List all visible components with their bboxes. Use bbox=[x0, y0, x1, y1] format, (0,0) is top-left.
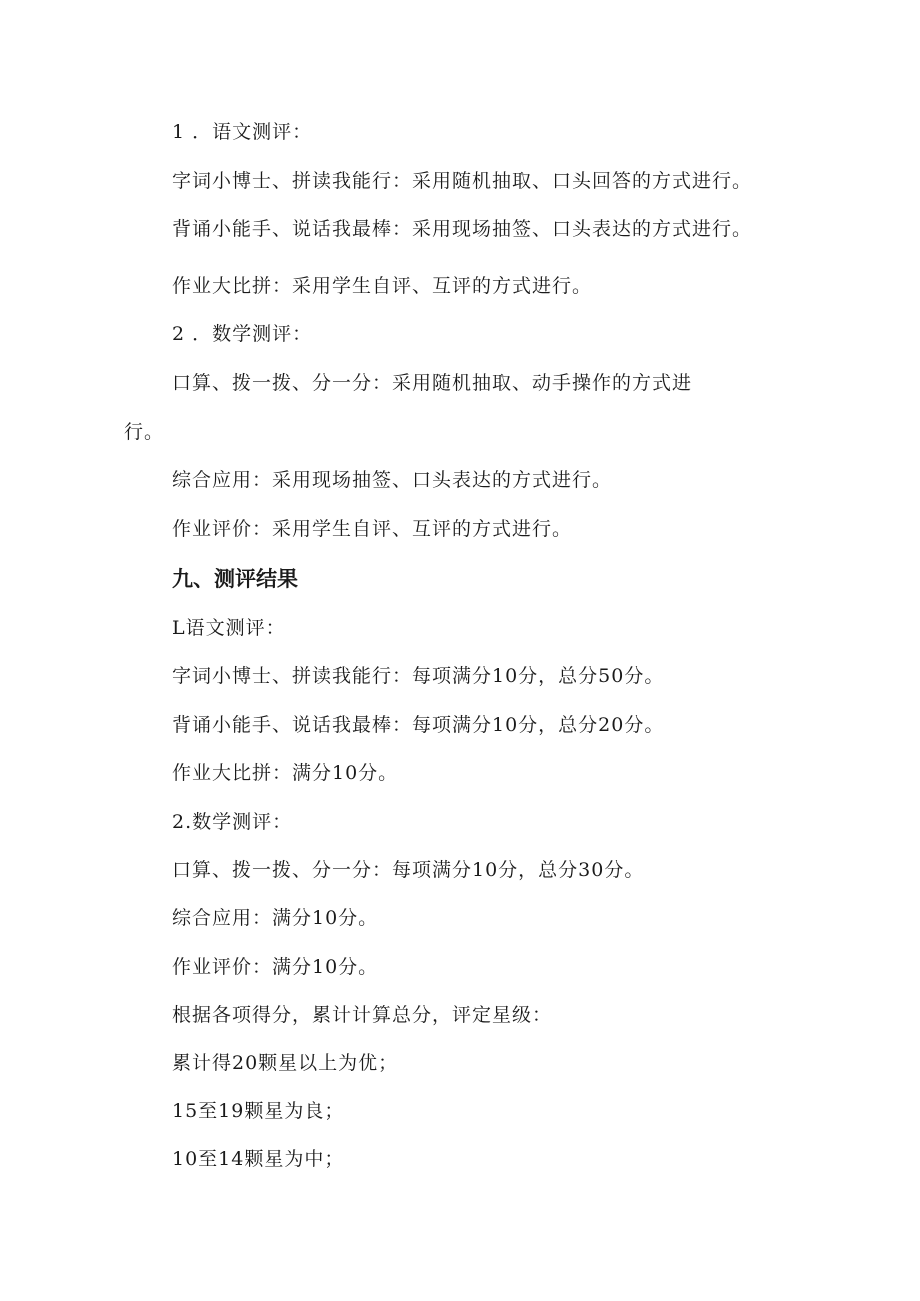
chinese-results-title: L语文测评： bbox=[172, 617, 286, 639]
chinese-results-item: 背诵小能手、说话我最棒：每项满分10分，总分20分。 bbox=[172, 714, 665, 736]
math-eval-title: 2 ．数学测评： bbox=[172, 323, 313, 345]
math-results-title: 2.数学测评： bbox=[172, 811, 293, 833]
math-results-item: 口算、拨一拨、分一分：每项满分10分，总分30分。 bbox=[172, 859, 645, 881]
math-results-item: 作业评价：满分10分。 bbox=[172, 956, 379, 978]
chinese-eval-item: 背诵小能手、说话我最棒：采用现场抽签、口头表达的方式进行。 bbox=[172, 218, 753, 240]
rating-rule: 10至14颗星为中； bbox=[172, 1148, 345, 1170]
chinese-eval-item: 字词小博士、拼读我能行：采用随机抽取、口头回答的方式进行。 bbox=[172, 170, 753, 192]
math-eval-item: 作业评价：采用学生自评、互评的方式进行。 bbox=[172, 518, 573, 540]
chinese-results-item: 字词小博士、拼读我能行：每项满分10分，总分50分。 bbox=[172, 665, 665, 687]
chinese-eval-item: 作业大比拼：采用学生自评、互评的方式进行。 bbox=[172, 275, 593, 297]
rating-rule: 累计得20颗星以上为优； bbox=[172, 1052, 399, 1074]
section-heading: 九、测评结果 bbox=[172, 567, 298, 591]
math-results-item: 综合应用：满分10分。 bbox=[172, 907, 379, 929]
math-eval-item: 综合应用：采用现场抽签、口头表达的方式进行。 bbox=[172, 469, 613, 491]
chinese-eval-title: 1 ．语文测评： bbox=[172, 121, 313, 143]
math-eval-item: 口算、拨一拨、分一分：采用随机抽取、动手操作的方式进 bbox=[172, 372, 693, 394]
rating-rule: 15至19颗星为良； bbox=[172, 1100, 345, 1122]
chinese-results-item: 作业大比拼：满分10分。 bbox=[172, 762, 399, 784]
math-eval-item-continuation: 行。 bbox=[124, 421, 165, 443]
rating-intro: 根据各项得分，累计计算总分，评定星级： bbox=[172, 1004, 553, 1026]
